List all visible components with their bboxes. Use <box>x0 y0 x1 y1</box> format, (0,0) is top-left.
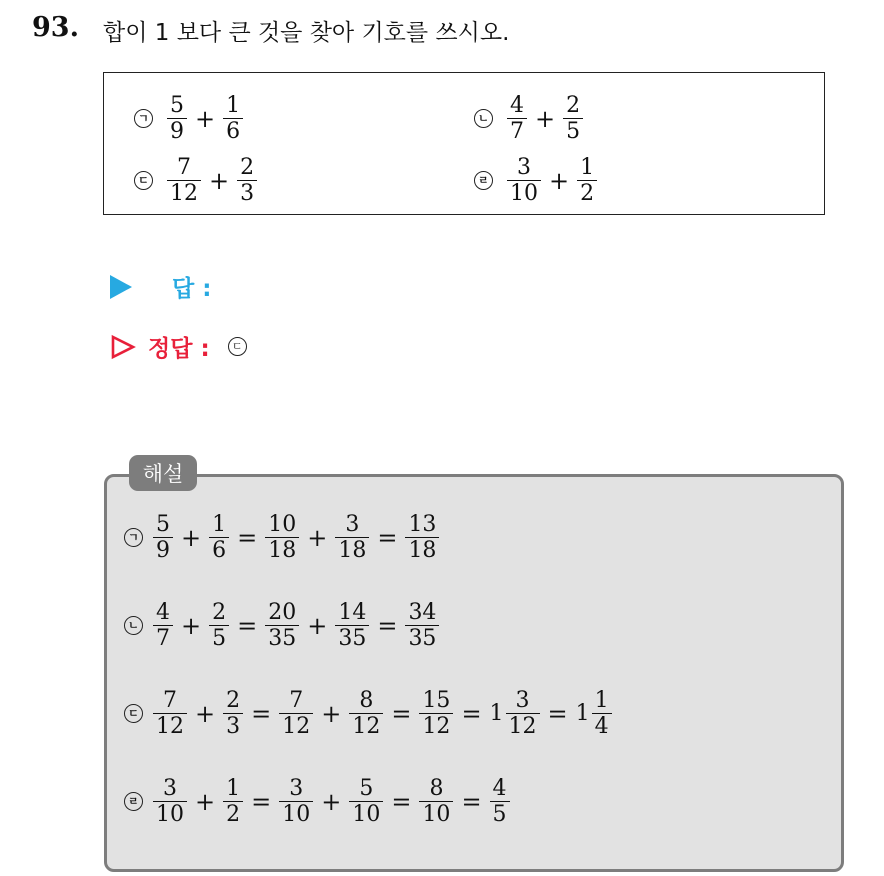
question-text: 합이 1 보다 큰 것을 찾아 기호를 쓰시오. <box>103 20 510 46</box>
solution-line-1 <box>124 512 441 564</box>
operator: + <box>307 611 328 640</box>
choice-4[interactable] <box>474 155 599 207</box>
operator: = <box>237 523 258 552</box>
fraction: $\frac{5}{9}$ <box>153 512 173 564</box>
fraction: $\frac{4}{7}$ <box>507 93 527 145</box>
fraction: $\frac{4}{7}$ <box>153 600 173 652</box>
fraction: $\frac{2}{5}$ <box>209 600 229 652</box>
choice-3[interactable] <box>134 155 259 207</box>
fraction: $\frac{13}{18}$ <box>405 512 439 564</box>
operator: = <box>377 611 398 640</box>
fraction: $\frac{7}{12}$ <box>153 688 187 740</box>
solution-marker: ㄴ <box>124 616 143 635</box>
operator: = <box>251 787 272 816</box>
operator: + <box>195 699 216 728</box>
correct-answer-label: 정답 : <box>148 336 210 362</box>
operator: + <box>195 104 216 133</box>
operator: = <box>391 699 412 728</box>
fraction: $\frac{5}{9}$ <box>167 93 187 145</box>
operator: = <box>251 699 272 728</box>
operator: + <box>549 166 570 195</box>
fraction: $\frac{14}{35}$ <box>335 600 369 652</box>
fraction: $\frac{1}{2}$ <box>577 155 597 207</box>
fraction: $\frac{3}{18}$ <box>335 512 369 564</box>
fraction: $\frac{1}{4}$ <box>592 688 612 740</box>
solution-line-2 <box>124 600 441 652</box>
operator: = <box>547 699 568 728</box>
choice-marker: ㄷ <box>134 171 153 190</box>
fraction: $\frac{2}{5}$ <box>563 93 583 145</box>
operator: = <box>461 787 482 816</box>
whole-number: 1 <box>575 701 590 727</box>
fraction: $\frac{2}{3}$ <box>237 155 257 207</box>
operator: + <box>321 787 342 816</box>
fraction: $\frac{1}{2}$ <box>223 776 243 828</box>
answer-label: 답 : <box>172 276 212 302</box>
fraction: $\frac{3}{10}$ <box>507 155 541 207</box>
operator: = <box>461 699 482 728</box>
operator: + <box>209 166 230 195</box>
fraction: $\frac{3}{12}$ <box>506 688 540 740</box>
outline-triangle-icon <box>110 334 136 360</box>
fraction: $\frac{8}{12}$ <box>349 688 383 740</box>
operator: + <box>195 787 216 816</box>
solution-marker: ㄱ <box>124 528 143 547</box>
fraction: $\frac{10}{18}$ <box>265 512 299 564</box>
operator: = <box>391 787 412 816</box>
choice-marker: ㄹ <box>474 171 493 190</box>
question-number: 93. <box>32 12 79 43</box>
solution-marker: ㄷ <box>124 704 143 723</box>
fraction: $\frac{8}{10}$ <box>419 776 453 828</box>
fraction: $\frac{5}{10}$ <box>349 776 383 828</box>
fraction: $\frac{4}{5}$ <box>490 776 510 828</box>
choices-box <box>103 72 825 215</box>
operator: = <box>237 611 258 640</box>
fraction: $\frac{15}{12}$ <box>419 688 453 740</box>
answer-row <box>110 270 211 303</box>
choice-2[interactable] <box>474 93 585 145</box>
fraction: $\frac{34}{35}$ <box>405 600 439 652</box>
fraction: $\frac{7}{12}$ <box>279 688 313 740</box>
choice-marker: ㄱ <box>134 109 153 128</box>
solution-line-3 <box>124 688 614 740</box>
fraction: $\frac{1}{6}$ <box>209 512 229 564</box>
operator: = <box>377 523 398 552</box>
fraction: $\frac{2}{3}$ <box>223 688 243 740</box>
operator: + <box>321 699 342 728</box>
fraction: $\frac{20}{35}$ <box>265 600 299 652</box>
operator: + <box>535 104 556 133</box>
solution-marker: ㄹ <box>124 792 143 811</box>
fraction: $\frac{7}{12}$ <box>167 155 201 207</box>
solution-tab: 해설 <box>129 455 197 491</box>
play-triangle-icon <box>110 275 132 299</box>
choice-marker: ㄴ <box>474 109 493 128</box>
solution-line-4 <box>124 776 512 828</box>
operator: + <box>181 611 202 640</box>
correct-answer-row <box>110 330 259 363</box>
correct-answer-marker: ㄷ <box>228 337 247 356</box>
operator: + <box>181 523 202 552</box>
operator: + <box>307 523 328 552</box>
whole-number: 1 <box>489 701 504 727</box>
fraction: $\frac{3}{10}$ <box>153 776 187 828</box>
choice-1[interactable] <box>134 93 245 145</box>
fraction: $\frac{1}{6}$ <box>223 93 243 145</box>
fraction: $\frac{3}{10}$ <box>279 776 313 828</box>
